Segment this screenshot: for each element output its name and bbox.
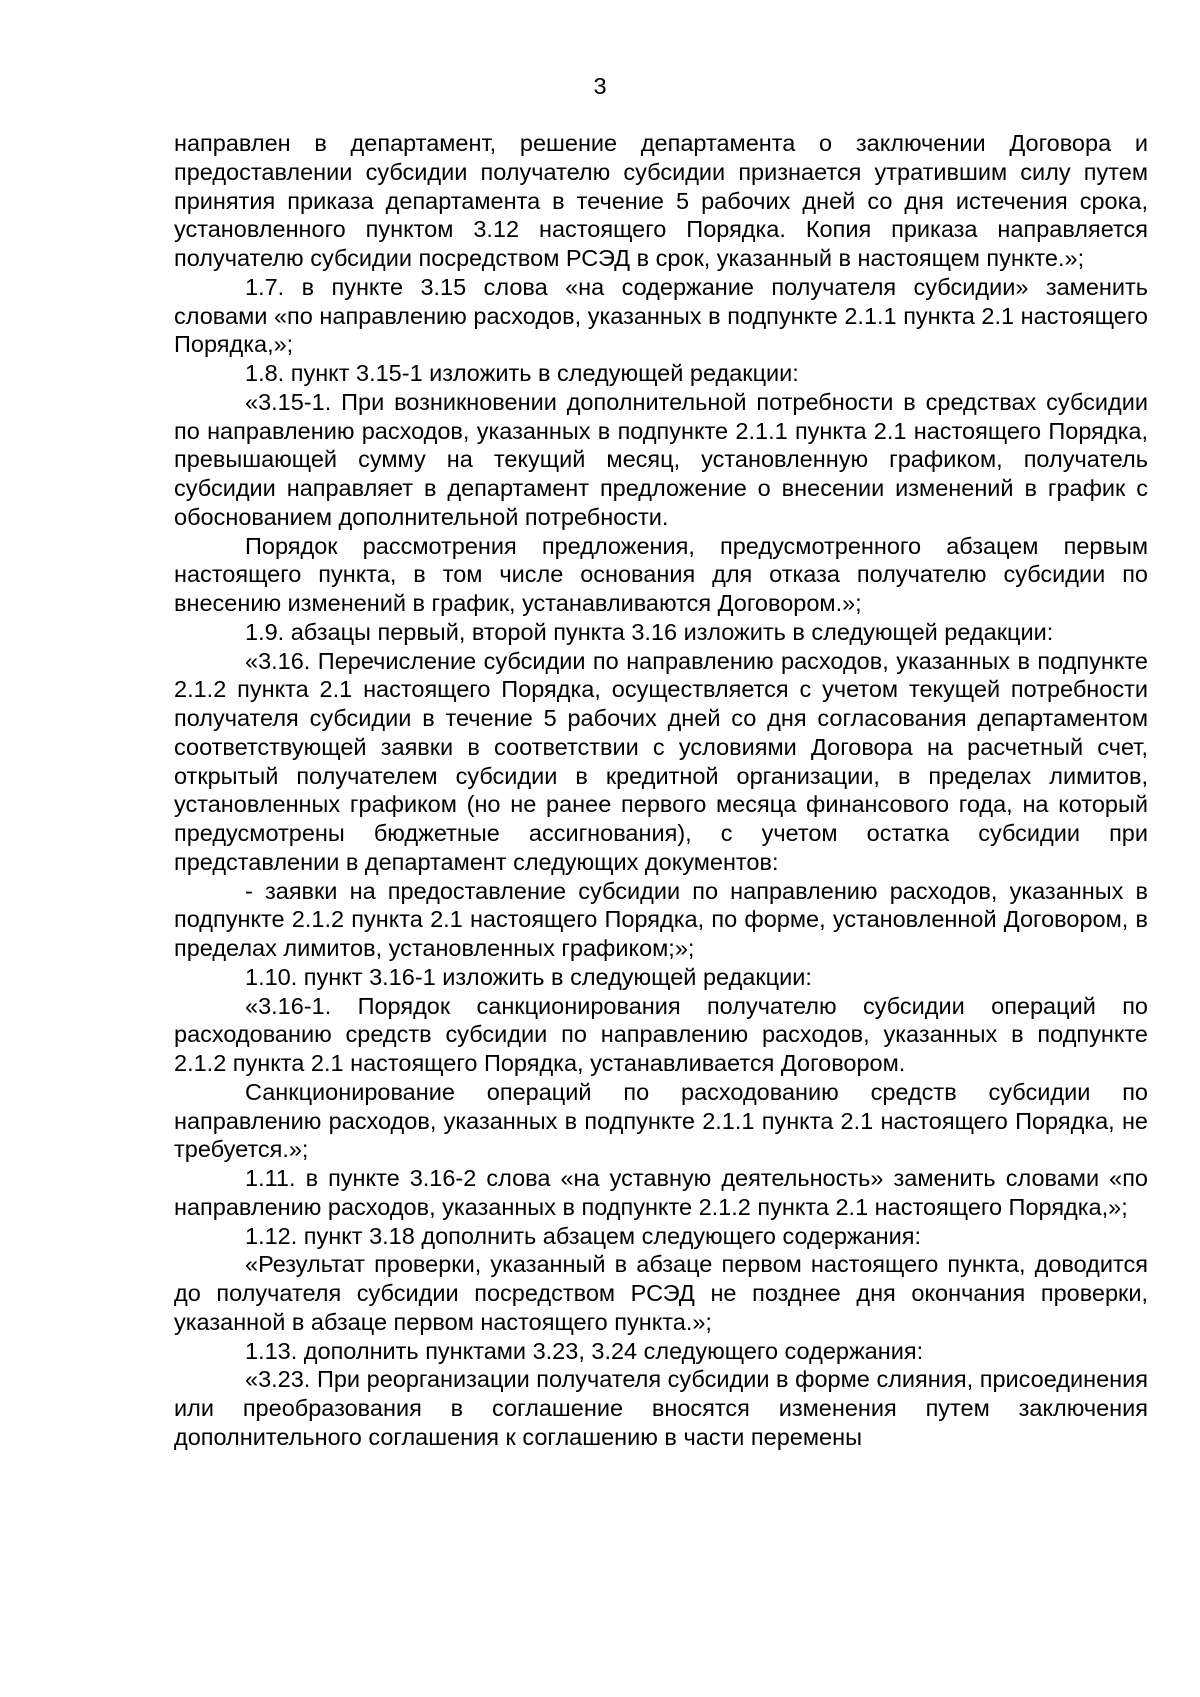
- paragraph-1-10: 1.10. пункт 3.16-1 изложить в следующей редакции:: [245, 963, 812, 990]
- paragraph-1-12: 1.12. пункт 3.18 дополнить абзацем следующего содержания:: [245, 1222, 922, 1249]
- paragraph-1-11: 1.11. в пункте 3.16-2 слова «на уставную деятельность» заменить словами «по направлению расходов, указанных в подпункте 2.1.2 пункта 2.1 настоящего Порядка,»;: [174, 1165, 1148, 1220]
- page-number: 3: [593, 73, 607, 99]
- paragraph-1-7: 1.7. в пункте 3.15 слова «на содержание получателя субсидии» заменить словами «по направлению расходов, указанных в подпункте 2.1.1 пункта 2.1 настоящего Порядка,»;: [174, 273, 1148, 358]
- paragraph-3-16: «3.16. Перечисление субсидии по направлению расходов, указанных в подпункте 2.1.2 пункта 2.1 настоящего Порядка, осуществляется с учетом текущей потребности получателя субсидии в течение 5 рабочих дней со дня согласования департаментом соответствующей заявки в соответствии с условиями Договора на расчетный счет, открытый получателем субсидии в кредитной организации, в пределах лимитов, установленных графиком (но не ранее первого месяца финансового года, на который предусмотрены бюджетные ассигнования), с учетом остатка субсидии при представлении в департамент следующих документов:: [174, 647, 1148, 875]
- paragraph-3-16-1: «3.16-1. Порядок санкционирования получателю субсидии операций по расходованию средств субсидии по направлению расходов, указанных в подпункте 2.1.2 пункта 2.1 настоящего Порядка, устанавливается Договором.: [174, 992, 1148, 1076]
- document-body: [174, 129, 1148, 1452]
- paragraph-continuation: направлен в департамент, решение департамента о заключении Договора и предоставлении субсидии получателю субсидии признается утратившим силу путем принятия приказа департамента в течение 5 рабочих дней со дня истечения срока, установленного пунктом 3.12 настоящего Порядка. Копия приказа направляется получателю субсидии посредством РСЭД в срок, указанный в настоящем пункте.»;: [174, 130, 1148, 271]
- paragraph-1-13: 1.13. дополнить пунктами 3.23, 3.24 следующего содержания:: [245, 1337, 924, 1364]
- paragraph-3-18-addition: «Результат проверки, указанный в абзаце первом настоящего пункта, доводится до получателя субсидии посредством РСЭД не позднее дня окончания проверки, указанной в абзаце первом настоящего пункта.»;: [174, 1251, 1148, 1335]
- paragraph-3-15-1-second: Порядок рассмотрения предложения, предусмотренного абзацем первым настоящего пункта, в том числе основания для отказа получателю субсидии по внесению изменений в график, устанавливаются Договором.»;: [174, 532, 1148, 616]
- paragraph-1-9: 1.9. абзацы первый, второй пункта 3.16 изложить в следующей редакции:: [245, 618, 1054, 645]
- paragraph-3-23: «3.23. При реорганизации получателя субсидии в форме слияния, присоединения или преобразования в соглашение вносятся изменения путем заключения дополнительного соглашения к соглашению в части перемены: [174, 1366, 1148, 1450]
- paragraph-3-16-list-item: - заявки на предоставление субсидии по направлению расходов, указанных в подпункте 2.1.2 пункта 2.1 настоящего Порядка, по форме, установленной Договором, в пределах лимитов, установленных графиком;»;: [174, 877, 1148, 961]
- paragraph-3-15-1: «3.15-1. При возникновении дополнительной потребности в средствах субсидии по направлению расходов, указанных в подпункте 2.1.1 пункта 2.1 настоящего Порядка, превышающей сумму на текущий месяц, установленную графиком, получатель субсидии направляет в департамент предложение о внесении изменений в график с обоснованием дополнительной потребности.: [174, 388, 1148, 530]
- paragraph-1-8: 1.8. пункт 3.15-1 изложить в следующей редакции:: [245, 360, 799, 386]
- paragraph-3-16-1-second: Санкционирование операций по расходованию средств субсидии по направлению расходов, указанных в подпункте 2.1.1 пункта 2.1 настоящего Порядка, не требуется.»;: [174, 1078, 1148, 1163]
